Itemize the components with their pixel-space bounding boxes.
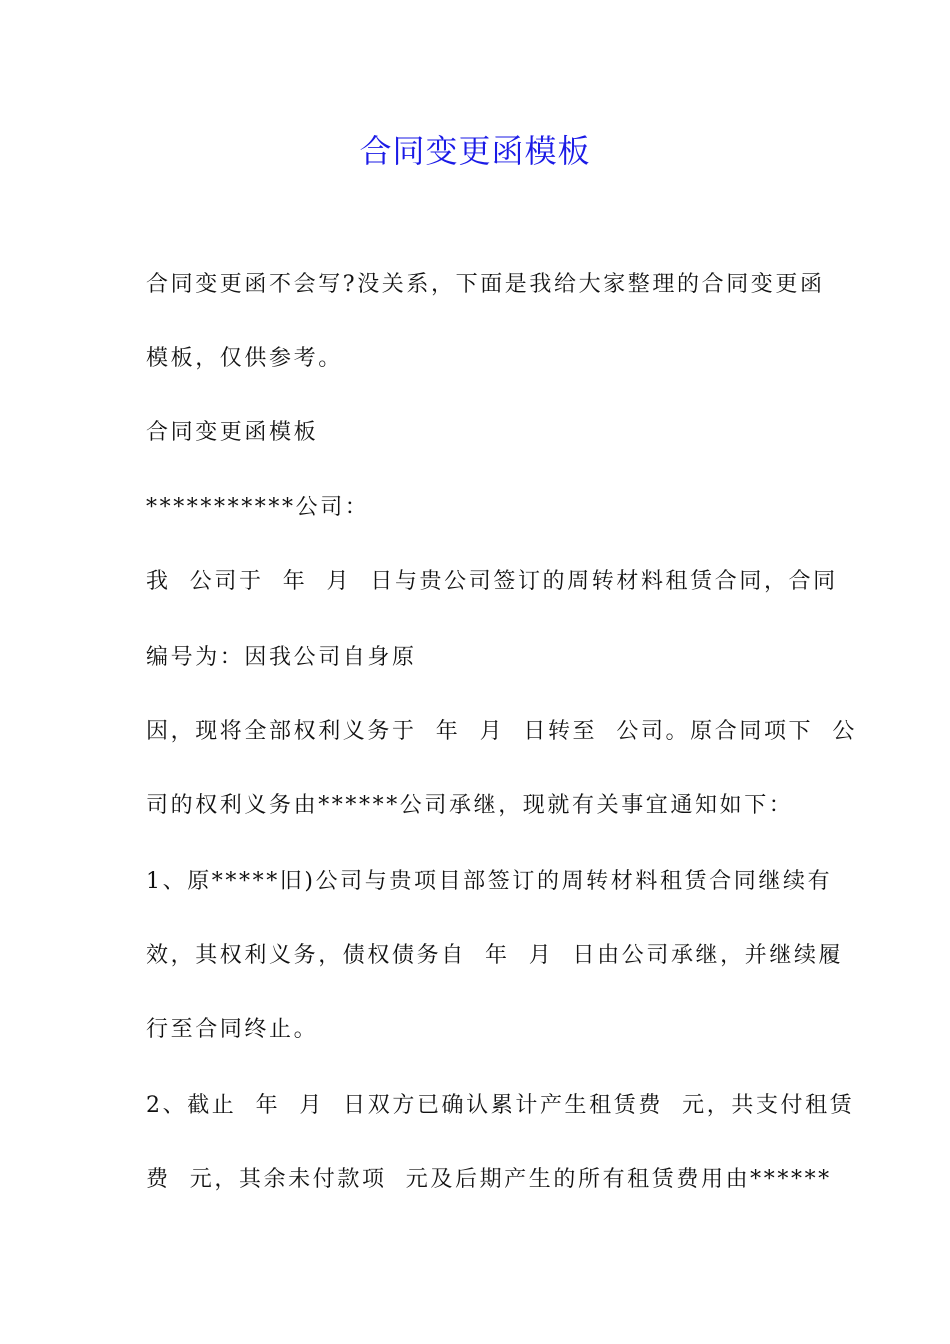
body-line-11: 行至合同终止。 (146, 1017, 319, 1042)
body-line-3: 合同变更函模板 (146, 420, 319, 445)
body-line-6: 编号为：因我公司自身原 (146, 645, 417, 670)
body-line-12: 2、截止 年 月 日双方已确认累计产生租赁费 元，共支付租赁 (146, 1093, 855, 1118)
body-line-8: 司的权利义务由******公司承继，现就有关事宜通知如下： (146, 793, 794, 818)
body-line-9: 1、原*****旧)公司与贵项目部签订的周转材料租赁合同继续有 (146, 869, 833, 894)
body-line-1: 合同变更函不会写?没关系，下面是我给大家整理的合同变更函 (146, 272, 825, 297)
body-line-5: 我 公司于 年 月 日与贵公司签订的周转材料租赁合同，合同 (146, 569, 838, 594)
document-title: 合同变更函模板 (359, 132, 591, 170)
body-line-7: 因，现将全部权利义务于 年 月 日转至 公司。原合同项下 公 (146, 719, 857, 744)
body-line-10: 效，其权利义务，债权债务自 年 月 日由公司承继，并继续履 (146, 943, 844, 968)
body-line-13: 费 元，其余未付款项 元及后期产生的所有租赁费用由****** (146, 1167, 832, 1192)
body-line-4: ***********公司： (146, 495, 370, 520)
body-line-2: 模板，仅供参考。 (146, 346, 343, 371)
